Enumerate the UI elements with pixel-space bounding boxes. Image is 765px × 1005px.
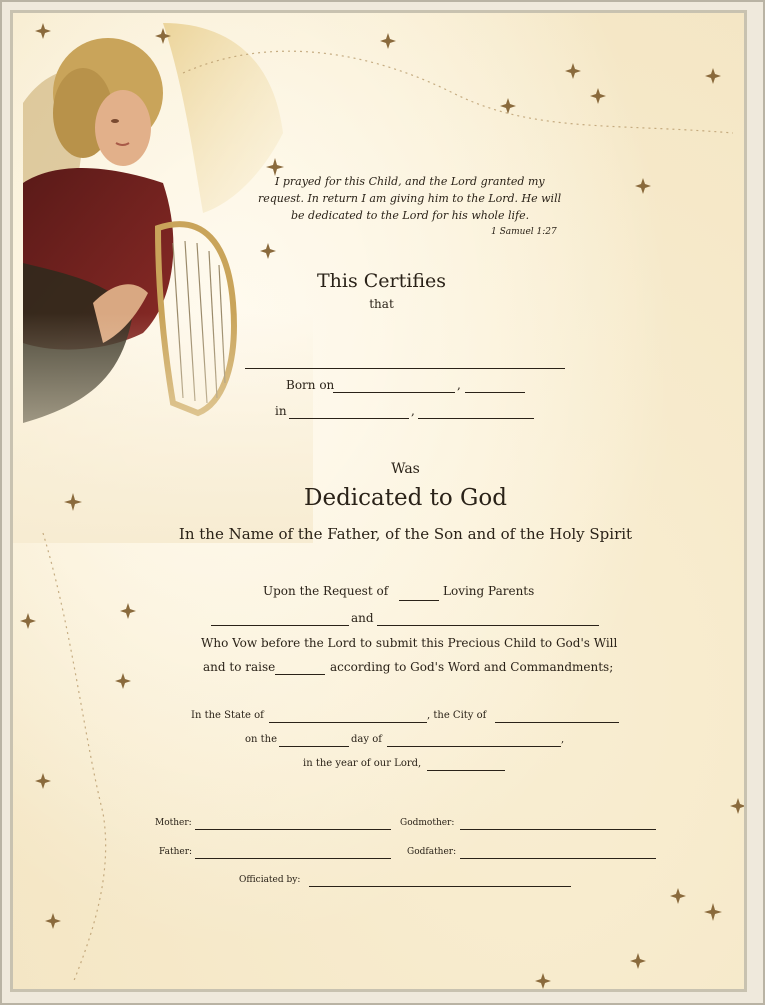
verse-reference: 1 Samuel 1:27 xyxy=(491,227,557,237)
father-label: Father: xyxy=(159,847,193,857)
in-label: in xyxy=(275,404,287,418)
child-name-field xyxy=(245,368,565,369)
godfather-label: Godfather: xyxy=(407,847,457,857)
birth-date-field xyxy=(333,392,455,393)
raise-label: and to raise xyxy=(203,660,276,674)
month-field xyxy=(387,746,561,747)
godmother-signature-line xyxy=(460,829,656,830)
certifies-heading: This Certifies xyxy=(316,270,447,292)
birth-city-field xyxy=(289,418,409,419)
day-of-label: day of xyxy=(351,734,382,745)
verse-line-2: request. In return I am giving him to the Lord. He will xyxy=(258,192,562,205)
upon-request-label: Upon the Request of xyxy=(263,584,389,598)
godfather-signature-line xyxy=(460,858,656,859)
month-comma: , xyxy=(561,734,565,745)
child-pronoun-field xyxy=(399,600,439,601)
birth-year-field xyxy=(465,392,525,393)
state-label: In the State of xyxy=(191,710,264,721)
godmother-label: Godmother: xyxy=(400,818,455,828)
day-field xyxy=(279,746,349,747)
dedicated-title: Dedicated to God xyxy=(304,485,507,511)
commandments-label: according to God's Word and Commandments; xyxy=(330,660,614,674)
and-label: and xyxy=(351,611,374,625)
year-field xyxy=(427,770,505,771)
verse-line-1: I prayed for this Child, and the Lord granted my xyxy=(275,175,545,188)
parent-1-field xyxy=(211,625,349,626)
was-label: Was xyxy=(391,461,420,477)
mother-label: Mother: xyxy=(155,818,192,828)
officiated-label: Officiated by: xyxy=(239,875,301,885)
trinity-line: In the Name of the Father, of the Son and of the Holy Spirit xyxy=(178,525,633,543)
parent-2-field xyxy=(377,625,599,626)
city-label: , the City of xyxy=(427,710,487,721)
born-on-comma: , xyxy=(457,378,461,392)
birth-state-field xyxy=(418,418,534,419)
year-label: in the year of our Lord, xyxy=(303,758,422,769)
vow-line: Who Vow before the Lord to submit this Precious Child to God's Will xyxy=(201,636,618,650)
in-comma: , xyxy=(411,404,415,418)
loving-parents-label: Loving Parents xyxy=(443,584,535,598)
father-signature-line xyxy=(195,858,391,859)
state-field xyxy=(269,722,427,723)
that-label: that xyxy=(369,297,394,311)
verse-line-3: be dedicated to the Lord for his whole life. xyxy=(291,209,530,222)
mother-signature-line xyxy=(195,829,391,830)
raise-pronoun-field xyxy=(275,674,325,675)
officiant-signature-line xyxy=(309,886,571,887)
city-field xyxy=(495,722,619,723)
certificate-paper xyxy=(10,10,747,992)
born-on-label: Born on xyxy=(286,378,335,392)
on-the-label: on the xyxy=(245,734,278,745)
